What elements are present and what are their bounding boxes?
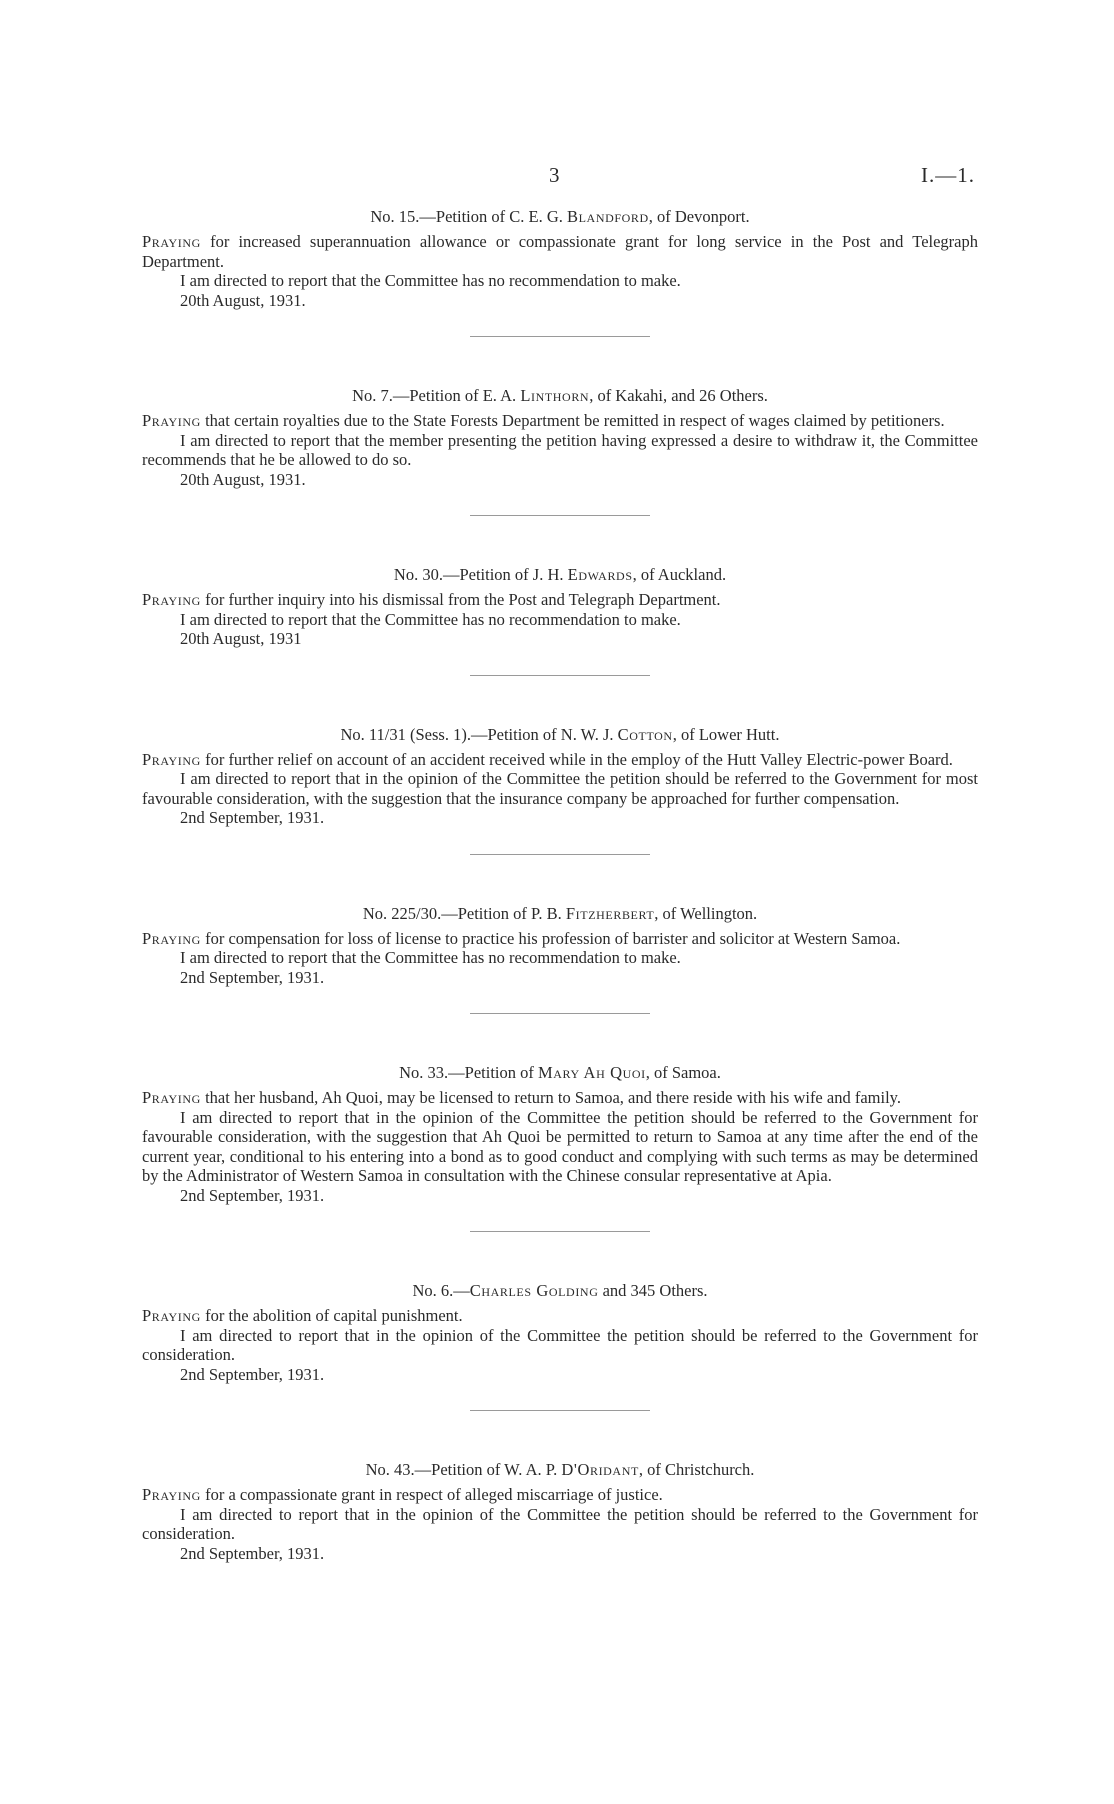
praying-label: Praying — [142, 411, 201, 430]
petitioner-name: Fitzherbert — [565, 903, 655, 923]
petition-title: No. 225/30.—Petition of P. B. Fitzherbert, of Wellington. — [362, 903, 758, 923]
page-header — [0, 163, 1114, 193]
petitioner-name: Blandford — [567, 207, 649, 226]
petition-praying: Praying for the abolition of capital punishment. — [142, 1306, 463, 1325]
petition-date: 2nd September, 1931. — [180, 1364, 325, 1384]
petition-praying: Praying that her husband, Ah Quoi, may be licensed to return to Samoa, and there reside with his wife and family. — [142, 1088, 901, 1107]
praying-label: Praying — [142, 1306, 201, 1325]
praying-label: Praying — [142, 232, 201, 251]
petition-date: 20th August, 1931. — [180, 469, 306, 489]
petition-praying: Praying that certain royalties due to the State Forests Department be remitted in respect of wages claimed by petitioners. — [142, 411, 945, 430]
petition-praying: Praying for compensation for loss of license to practice his profession of barrister and solicitor at Western Samoa. — [142, 928, 901, 948]
praying-label: Praying — [142, 928, 201, 948]
section-divider — [470, 336, 650, 337]
petition-report: I am directed to report that in the opinion of the Committee the petition should be referred to the Government for favourable consideration, with the suggestion that Ah Quoi be permitted to return to Samoa at any time after the end of the current year, conditional to his entering into a bond as to good conduct and complying with such terms as may be determined by the Administrator of Western Samoa in consultation with the Chinese consular representative at Apia. — [142, 1107, 978, 1185]
petitioner-name: Charles Golding — [469, 1281, 599, 1300]
petition-report: I am directed to report that the Committee has no recommendation to make. — [180, 271, 681, 290]
petitioner-name: Edwards — [567, 565, 633, 584]
section-divider — [470, 675, 650, 676]
petition-report: I am directed to report that in the opinion of the Committee the petition should be referred to the Government for consideration. — [142, 1504, 978, 1543]
petition-date: 2nd September, 1931. — [180, 1185, 325, 1205]
petition-praying: Praying for further inquiry into his dismissal from the Post and Telegraph Department. — [142, 590, 721, 609]
petition-entry — [142, 1459, 978, 1563]
petition-date: 20th August, 1931 — [180, 629, 302, 648]
petition-date: 2nd September, 1931. — [180, 1543, 325, 1563]
petitioner-name: Mary Ah Quoi — [538, 1063, 646, 1082]
section-divider — [470, 515, 650, 516]
petition-report: I am directed to report that the Committee has no recommendation to make. — [180, 948, 681, 967]
petition-report: I am directed to report that the member presenting the petition having expressed a desire to withdraw it, the Committee recommends that he be allowed to do so. — [142, 430, 978, 469]
petition-title: No. 30.—Petition of J. H. Edwards, of Auckland. — [393, 565, 727, 584]
petition-report: I am directed to report that in the opinion of the Committee the petition should be referred to the Government for most favourable consideration, with the suggestion that the insurance company be approached for further compensation. — [142, 769, 978, 808]
petition-entry — [142, 564, 978, 649]
petition-entry — [142, 1280, 978, 1384]
section-divider — [470, 1231, 650, 1232]
petition-praying: Praying for a compassionate grant in respect of alleged miscarriage of justice. — [142, 1485, 663, 1504]
petition-title: No. 11/31 (Sess. 1).—Petition of N. W. J. Cotton, of Lower Hutt. — [340, 724, 780, 744]
praying-label: Praying — [142, 590, 201, 609]
petition-report: I am directed to report that in the opinion of the Committee the petition should be referred to the Government for consideration. — [142, 1325, 978, 1364]
page-number: 3 — [549, 163, 561, 187]
petitioner-name: Linthorn — [520, 386, 590, 405]
petition-date: 2nd September, 1931. — [180, 808, 325, 827]
petition-praying: Praying for further relief on account of an accident received while in the employ of the Hutt Valley Electric-power Board. — [142, 749, 953, 769]
petition-title: No. 15.—Petition of C. E. G. Blandford, of Devonport. — [370, 207, 750, 226]
petitions-list — [142, 206, 978, 1563]
petition-praying: Praying for increased superannuation allowance or compassionate grant for long service in the Post and Telegraph Department. — [142, 232, 978, 271]
praying-label: Praying — [142, 749, 201, 769]
petition-entry — [142, 385, 978, 489]
praying-label: Praying — [142, 1088, 201, 1107]
praying-label: Praying — [142, 1485, 201, 1504]
section-divider — [470, 854, 650, 855]
petition-entry — [142, 724, 978, 828]
petitioner-name: Cotton — [617, 724, 673, 744]
petition-title: No. 33.—Petition of Mary Ah Quoi, of Samoa. — [399, 1063, 721, 1082]
document-reference: I.—1. — [921, 163, 975, 187]
section-divider — [470, 1410, 650, 1411]
petitioner-name: D'Oridant — [561, 1460, 639, 1479]
petition-title: No. 7.—Petition of E. A. Linthorn, of Kakahi, and 26 Others. — [352, 386, 768, 405]
petition-title: No. 6.—Charles Golding and 345 Others. — [412, 1281, 708, 1300]
petition-date: 20th August, 1931. — [180, 290, 306, 310]
petition-entry — [142, 206, 978, 310]
petition-title: No. 43.—Petition of W. A. P. D'Oridant, of Christchurch. — [365, 1460, 755, 1479]
section-divider — [470, 1013, 650, 1014]
petition-report: I am directed to report that the Committee has no recommendation to make. — [180, 609, 681, 629]
petition-date: 2nd September, 1931. — [180, 967, 325, 987]
petition-entry — [142, 1062, 978, 1205]
petition-entry — [142, 903, 978, 988]
